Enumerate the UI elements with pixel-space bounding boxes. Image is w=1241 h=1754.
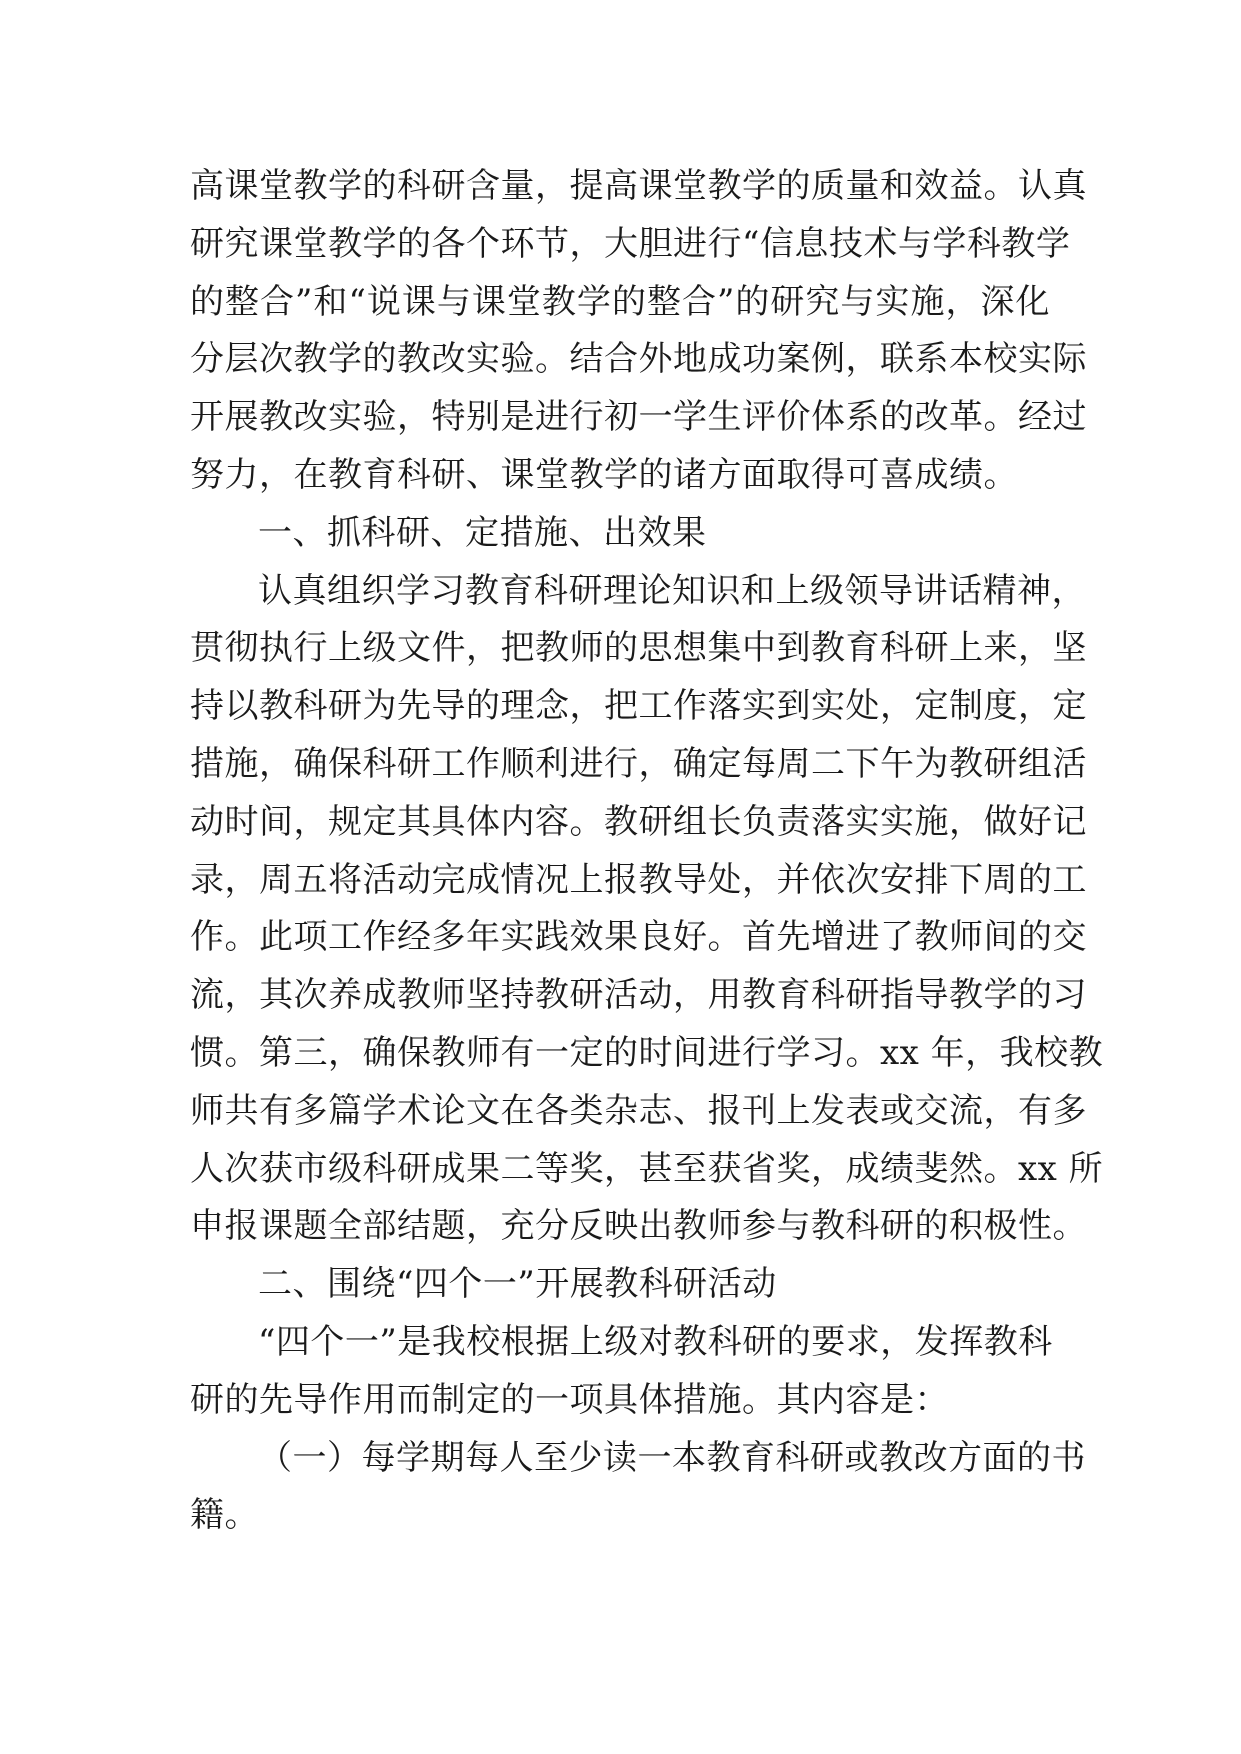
text-line: 人次获市级科研成果二等奖，甚至获省奖，成绩斐然。xx 所: [190, 1148, 1104, 1189]
document-body: [190, 158, 1104, 1545]
text-line: “四个一”是我校根据上级对教科研的要求，发挥教科: [258, 1321, 1053, 1362]
text-line: 高课堂教学的科研含量，提高课堂教学的质量和效益。认真: [190, 166, 1087, 206]
text-line: 持以教科研为先导的理念，把工作落实到实处，定制度，定: [190, 686, 1087, 727]
text-line: 的整合”和“说课与课堂教学的整合”的研究与实施，深化: [190, 281, 1050, 322]
section-heading-1: 一、抓科研、定措施、出效果: [258, 512, 707, 553]
text-line: 流，其次养成教师坚持教研活动，用教育科研指导教学的习: [190, 975, 1087, 1016]
text-line: （一）每学期每人至少读一本教育科研或教改方面的书: [258, 1437, 1086, 1478]
text-line: 籍。: [190, 1495, 259, 1536]
text-line: 开展教改实验，特别是进行初一学生评价体系的改革。经过: [190, 397, 1087, 438]
text-line: 动时间，规定其具体内容。教研组长负责落实实施，做好记: [190, 801, 1087, 842]
text-line: 研的先导作用而制定的一项具体措施。其内容是：: [190, 1379, 949, 1420]
text-line: 认真组织学习教育科研理论知识和上级领导讲话精神，: [258, 570, 1086, 611]
text-line: 师共有多篇学术论文在各类杂志、报刊上发表或交流，有多: [190, 1090, 1087, 1131]
text-line: 录，周五将活动完成情况上报教导处，并依次安排下周的工: [190, 859, 1087, 900]
text-line: 措施，确保科研工作顺利进行，确定每周二下午为教研组活: [190, 743, 1087, 784]
text-line: 申报课题全部结题，充分反映出教师参与教科研的积极性。: [190, 1206, 1087, 1247]
text-line: 努力，在教育科研、课堂教学的诸方面取得可喜成绩。: [190, 454, 1018, 495]
text-line: 研究课堂教学的各个环节，大胆进行“信息技术与学科教学: [190, 223, 1071, 264]
text-line: 惯。第三，确保教师有一定的时间进行学习。xx 年，我校教: [190, 1032, 1104, 1073]
section-heading-2: 二、围绕“四个一”开展教科研活动: [258, 1264, 777, 1305]
text-line: 贯彻执行上级文件，把教师的思想集中到教育科研上来，坚: [190, 628, 1087, 669]
text-line: 作。此项工作经多年实践效果良好。首先增进了教师间的交: [190, 917, 1087, 958]
text-line: 分层次教学的教改实验。结合外地成功案例，联系本校实际: [190, 339, 1087, 380]
